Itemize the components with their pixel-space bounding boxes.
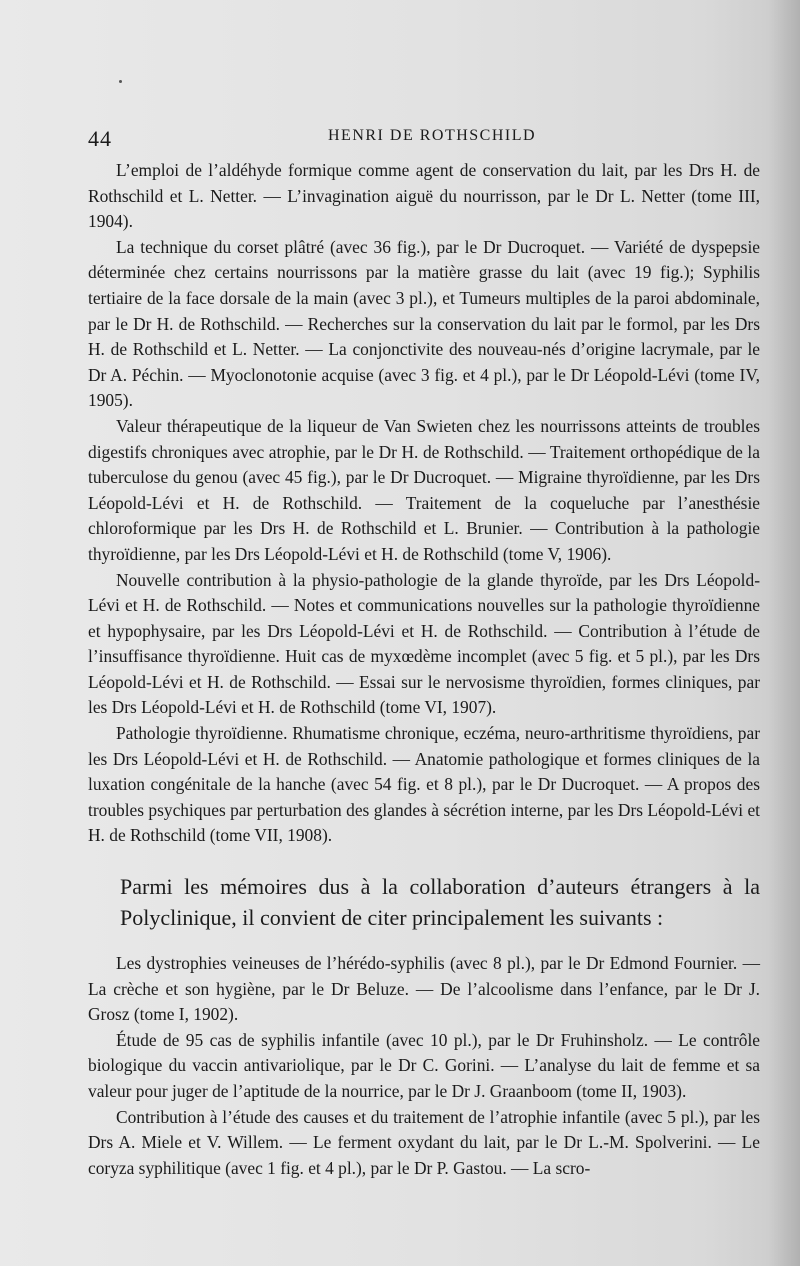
paragraph-tome-1: Les dystrophies veineuses de l’hérédo-syphilis (avec 8 pl.), par le Dr Edmond Fournier. — La crèche et son hygiène, par le Dr Beluze. — De l’alcoolisme dans l’enfance, par le Dr J. Grosz (tome I, 1902). [88, 953, 760, 1025]
page-body [88, 158, 760, 1181]
paragraph-tome-3: L’emploi de l’aldéhyde formique comme agent de conservation du lait, par les Drs H. de Rothschild et L. Netter. — L’invagination aiguë du nourrisson, par le Dr L. Netter (tome III, 1904). [88, 160, 760, 232]
page-header [88, 118, 748, 158]
paragraph-continued: Contribution à l’étude des causes et du traitement de l’atrophie infantile (avec 5 pl.), par les Drs A. Miele et V. Willem. — Le ferment oxydant du lait, par le Dr L.-M. Spolverini. — Le coryza syphilitique (avec 1 fig. et 4 pl.), par le Dr P. Gastou. — La scro- [88, 1106, 760, 1178]
section-heading: Parmi les mémoires dus à la collaboration d’auteurs étrangers à la Polyclinique, il convient de citer principalement les suivants : [120, 874, 760, 931]
paragraph-tome-6: Nouvelle contribution à la physio-pathologie de la glande thyroïde, par les Drs Léopold-Lévi et H. de Rothschild. — Notes et communications nouvelles sur la pathologie thyroïdienne et hypophysaire, par les Drs Léopold-Lévi et H. de Rothschild. — Contribution à l’étude de l’insuffisance thyroïdienne. Huit cas de myxœdème incomplet (avec 5 fig. et 5 pl.), par les Drs Léopold-Lévi et H. de Rothschild. — Essai sur le nervosisme thyroïdien, formes cliniques, par les Drs Léopold-Lévi et H. de Rothschild (tome VI, 1907). [88, 569, 760, 718]
paragraph-tome-2: Étude de 95 cas de syphilis infantile (avec 10 pl.), par le Dr Fruhinsholz. — Le contrôle biologique du vaccin antivariolique, par le Dr C. Gorini. — L’analyse du lait de femme et sa valeur pour juger de l’aptitude de la nourrice, par le Dr J. Graanboom (tome II, 1903). [88, 1029, 760, 1101]
paragraph-tome-5: Valeur thérapeutique de la liqueur de Van Swieten chez les nourrissons atteints de troubles digestifs chroniques avec atrophie, par le Dr H. de Rothschild. — Traitement orthopédique de la tuberculose du genou (avec 45 fig.), par le Dr Ducroquet. — Migraine thyroïdienne, par les Drs Léopold-Lévi et H. de Rothschild. — Traitement de la coqueluche par l’anesthésie chloroformique par les Drs H. de Rothschild et L. Brunier. — Contribution à la pathologie thyroïdienne, par les Drs Léopold-Lévi et H. de Rothschild (tome V, 1906). [88, 415, 760, 564]
foreign-authors-section [88, 951, 760, 1181]
publications-section [88, 158, 760, 849]
print-speck [119, 80, 122, 83]
page-number: 44 [88, 126, 112, 151]
paragraph-tome-4: La technique du corset plâtré (avec 36 fig.), par le Dr Ducroquet. — Variété de dyspepsie déterminée chez certains nourrissons par la matière grasse du lait (avec 19 fig.); Syphilis tertiaire de la face dorsale de la main (avec 3 pl.), et Tumeurs multiples de la paroi abdominale, par le Dr H. de Rothschild. — Recherches sur la conservation du lait par le formol, par les Drs H. de Rothschild et L. Netter. — La conjonctivite des nouveau-nés d’origine lacrymale, par le Dr A. Péchin. — Myoclonotonie acquise (avec 3 fig. et 4 pl.), par le Dr Léopold-Lévi (tome IV, 1905). [88, 236, 760, 411]
paragraph-tome-7: Pathologie thyroïdienne. Rhumatisme chronique, eczéma, neuro-arthritisme thyroïdiens, par les Drs Léopold-Lévi et H. de Rothschild. — Anatomie pathologique et formes cliniques de la luxation congénitale de la hanche (avec 54 fig. et 8 pl.), par le Dr Ducroquet. — A propos des troubles psychiques par perturbation des glandes à sécrétion interne, par les Drs Léopold-Lévi et H. de Rothschild (tome VII, 1908). [88, 723, 760, 846]
page-edge-shadow [768, 0, 800, 1266]
running-title: HENRI DE ROTHSCHILD [328, 127, 537, 144]
